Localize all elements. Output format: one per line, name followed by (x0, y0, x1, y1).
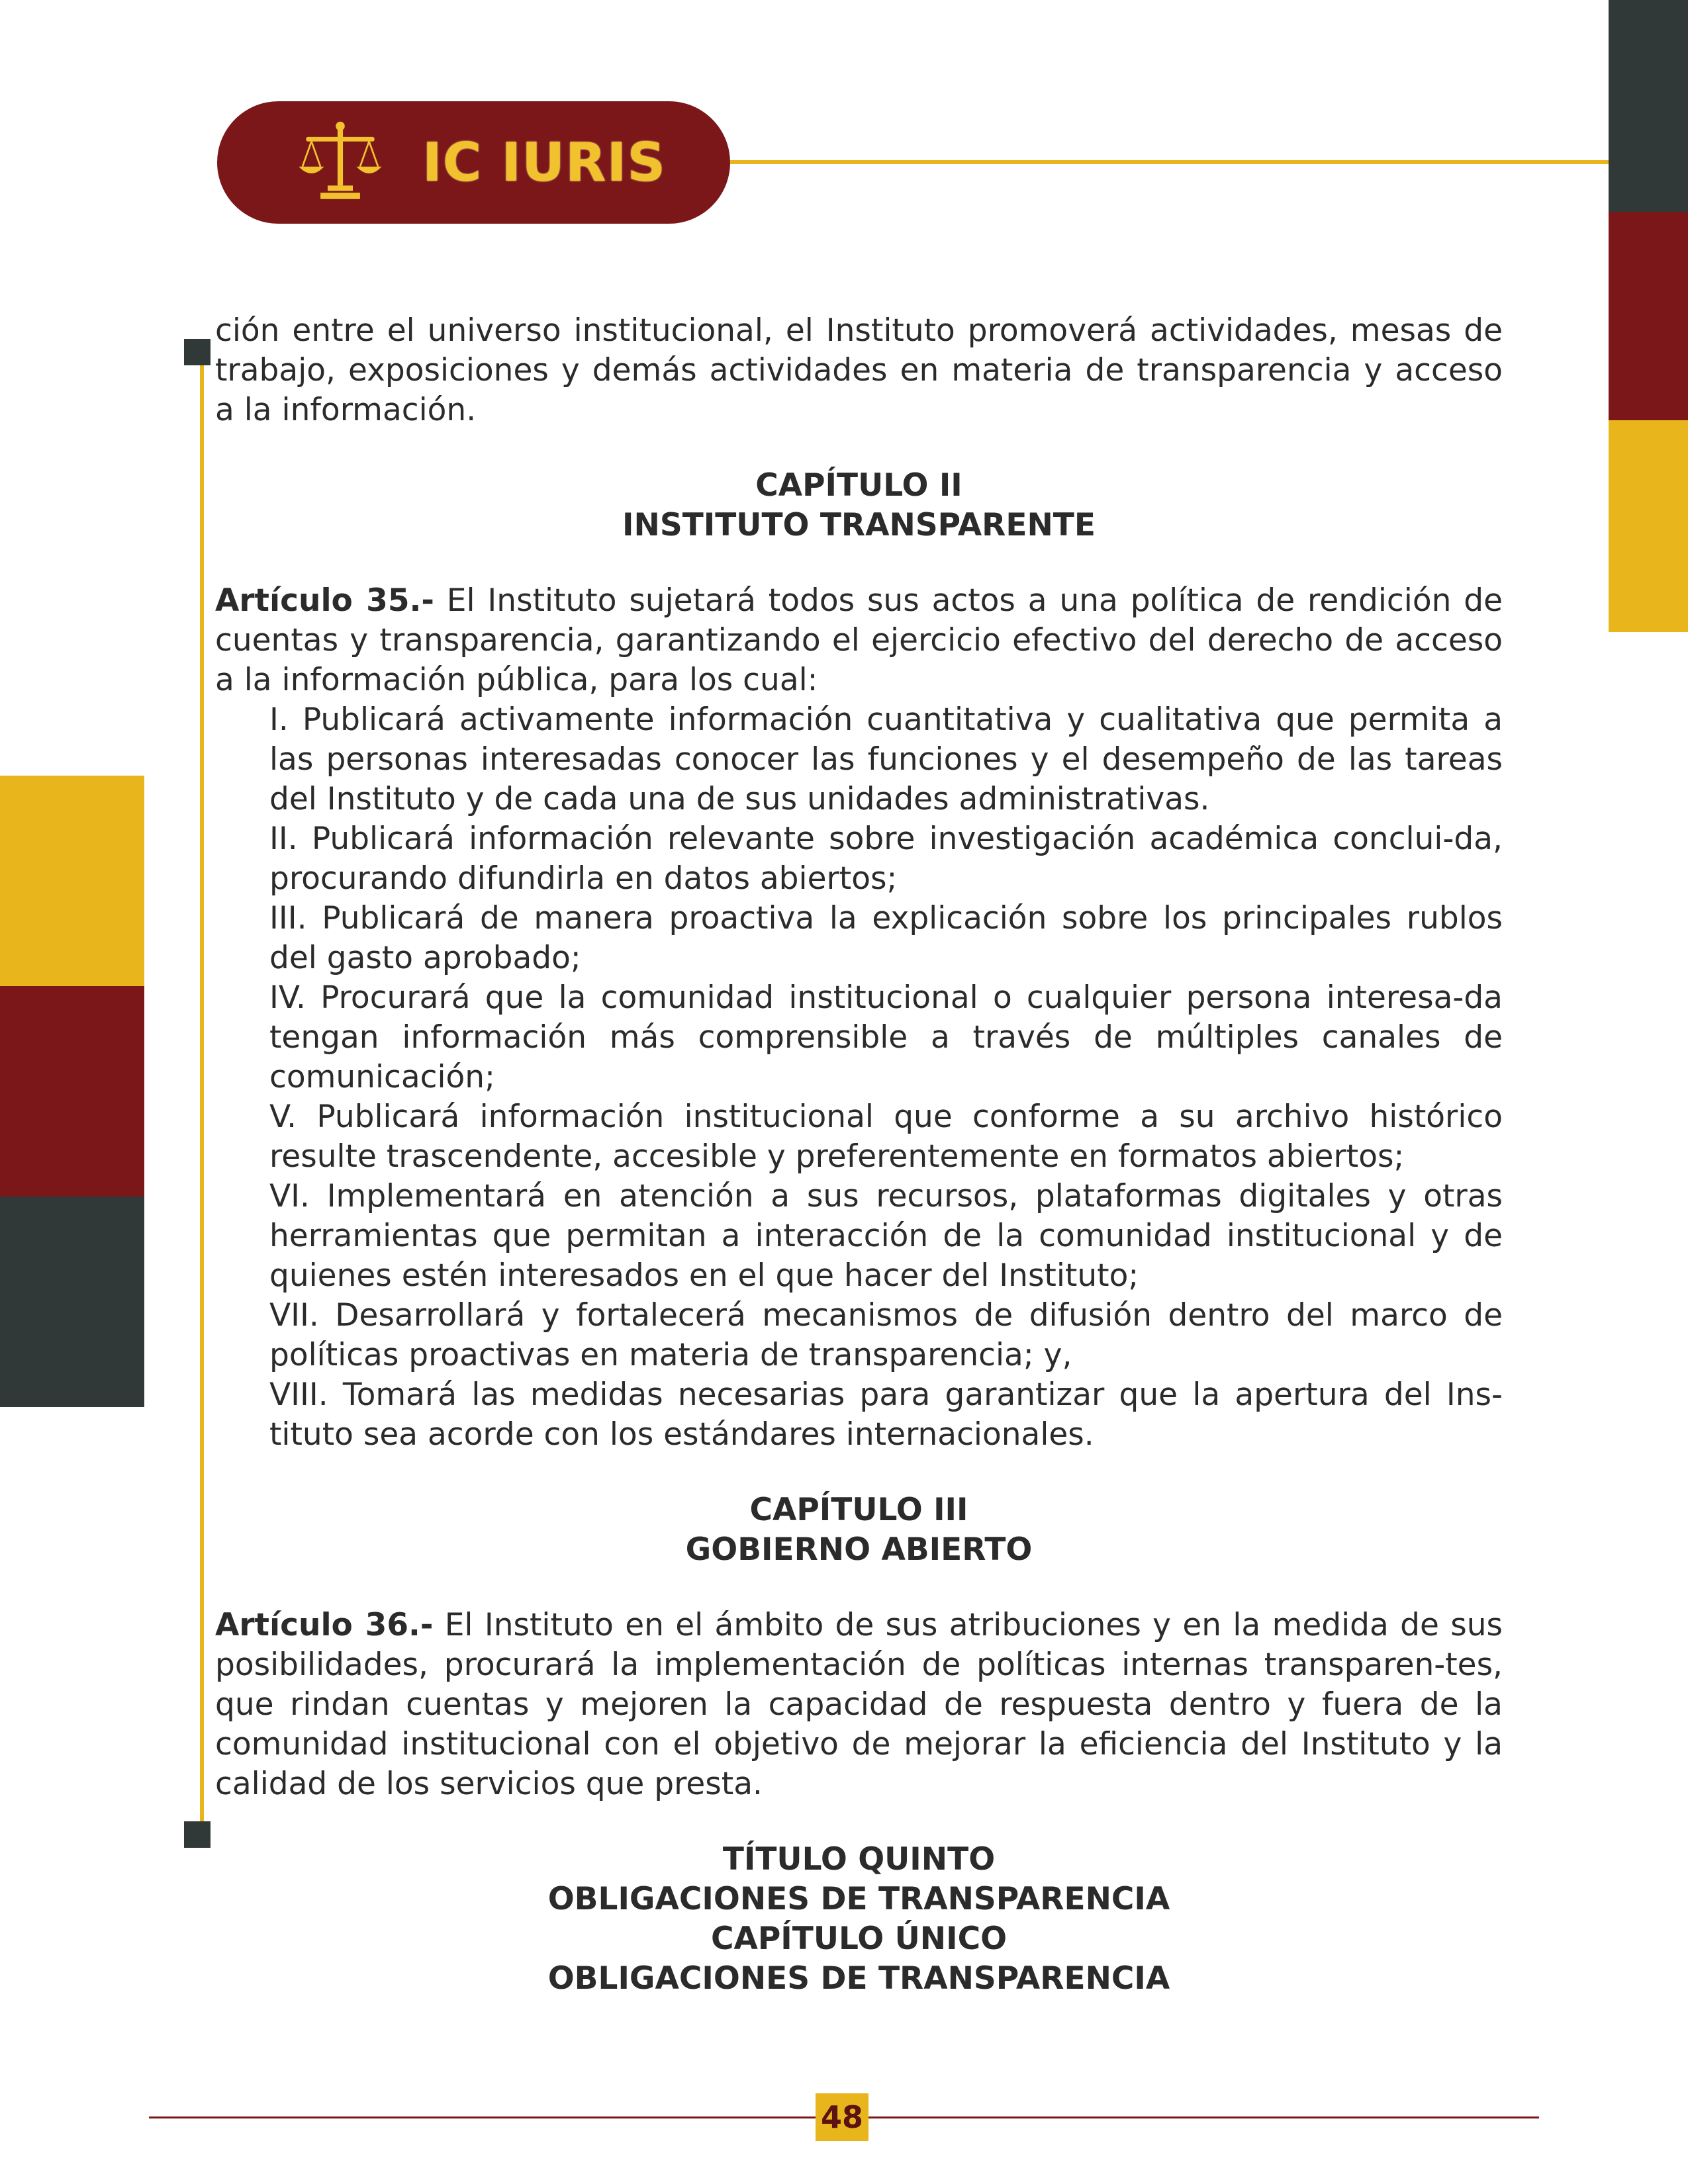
article-35-item-7: VII. Desarrollará y fortalecerá mecanismos de difusión dentro del marco de políticas proactivas en materia de transparencia; y, (269, 1297, 1503, 1373)
article-35-label: Artículo 35.- (215, 582, 434, 619)
right-strip-maroon (1609, 212, 1688, 420)
article-36-label: Artículo 36.- (215, 1607, 434, 1643)
scales-of-justice-icon (295, 117, 385, 207)
header-rule (728, 160, 1609, 164)
article-35 (215, 581, 1503, 700)
article-36-text: El Instituto en el ámbito de sus atribuciones y en la medida de sus posibilidades, procurará la implementación de políticas internas transparen-tes, que rindan cuentas y mejoren la capacidad de respuesta dentro y fuera de la comunidad institucional con el objetivo de mejorar la eficiencia del Instituto y la calidad de los servicios que presta. (215, 1607, 1503, 1802)
chapter-3-subtitle: GOBIERNO ABIERTO (685, 1531, 1033, 1568)
title-5-subheading: OBLIGACIONES DE TRANSPARENCIA (547, 1881, 1170, 1917)
left-strip-gold (0, 776, 144, 986)
chapter-3-title: CAPÍTULO III (749, 1492, 968, 1528)
right-strip-charcoal (1609, 0, 1688, 212)
chapter-2-subtitle: INSTITUTO TRANSPARENTE (622, 507, 1096, 543)
article-36 (215, 1606, 1503, 1804)
article-35-text: El Instituto sujetará todos sus actos a una política de rendición de cuentas y transparencia, garantizando el ejercicio efectivo del derecho de acceso a la información pública, para los cual: (215, 582, 1503, 698)
margin-rule-square-bottom (184, 1821, 211, 1848)
intro-paragraph: ción entre el universo institucional, el Instituto promoverá actividades, mesas de trabajo, exposiciones y demás actividades en materia de transparencia y acceso a la información. (215, 312, 1503, 428)
article-35-item-6: VI. Implementará en atención a sus recursos, plataformas digitales y otras herramientas que permitan a interacción de la comunidad institucional y de quienes estén interesados en el que hacer del Instituto; (269, 1178, 1503, 1294)
article-35-item-3: III. Publicará de manera proactiva la explicación sobre los principales rublos del gasto aprobado; (269, 900, 1503, 976)
article-35-item-5: V. Publicará información institucional que conforme a su archivo histórico resulte trascendente, accesible y preferentemente en formatos abiertos; (269, 1099, 1503, 1175)
document-body (215, 311, 1503, 1999)
article-35-item-2: II. Publicará información relevante sobre investigación académica conclui-da, procurando difundirla en datos abiertos; (269, 821, 1503, 897)
article-35-item-4: IV. Procurará que la comunidad institucional o cualquier persona interesa-da tengan información más comprensible a través de múltiples canales de comunicación; (269, 979, 1503, 1095)
margin-rule-square-top (184, 339, 211, 365)
unique-chapter-subheading: OBLIGACIONES DE TRANSPARENCIA (547, 1960, 1170, 1997)
article-35-item-8: VIII. Tomará las medidas necesarias para garantizar que la apertura del Ins-tituto sea acorde con los estándares internacionales. (269, 1377, 1503, 1453)
header-banner (217, 101, 730, 224)
right-strip-gold (1609, 420, 1688, 632)
title-5-heading: TÍTULO QUINTO (722, 1841, 996, 1878)
unique-chapter-heading: CAPÍTULO ÚNICO (710, 1921, 1008, 1957)
chapter-2-title: CAPÍTULO II (755, 467, 962, 504)
page-number: 48 (816, 2093, 868, 2141)
brand-title: IC IURIS (422, 132, 667, 193)
margin-rule (200, 352, 204, 1835)
left-strip-charcoal (0, 1197, 144, 1407)
left-strip-maroon (0, 986, 144, 1197)
article-35-item-1: I. Publicará activamente información cuantitativa y cualitativa que permita a las personas interesadas conocer las funciones y el desempeño de las tareas del Instituto y de cada una de sus unidades administrativas. (269, 702, 1503, 817)
